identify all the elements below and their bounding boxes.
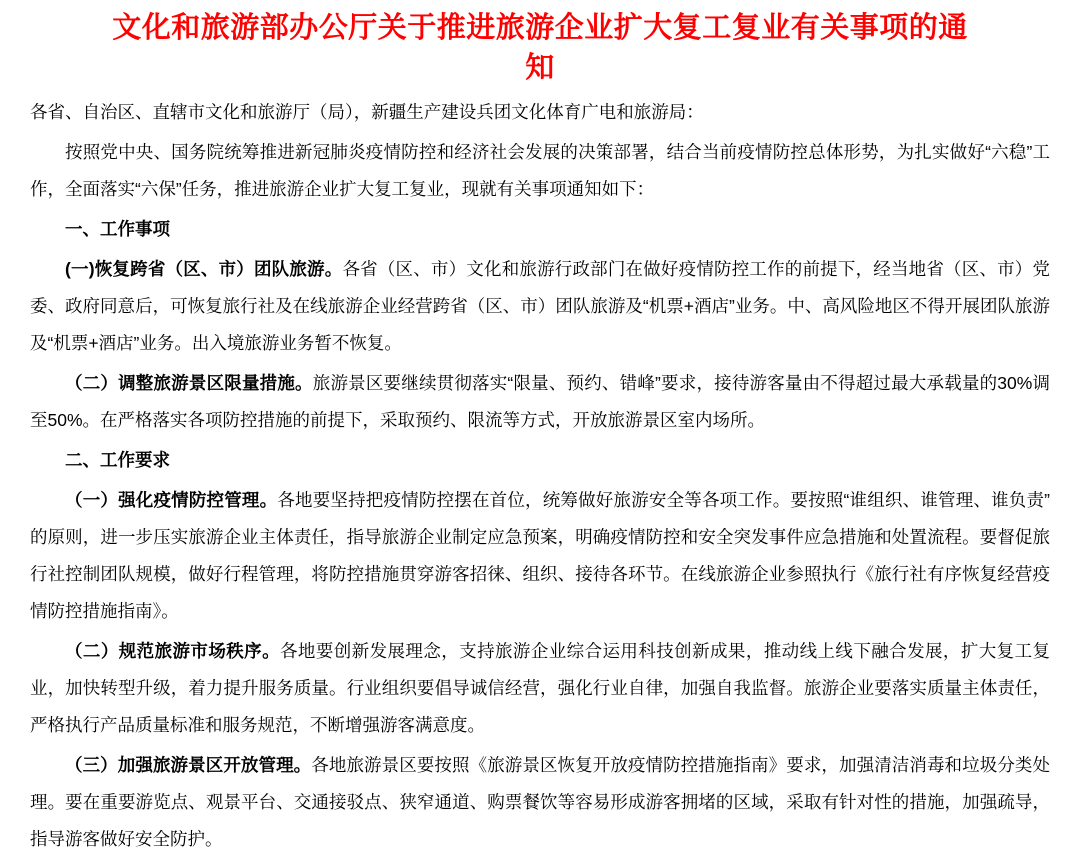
document-title-line2: 知 [525, 52, 555, 84]
document-title [30, 8, 1050, 88]
section-2-item-1 [30, 482, 1050, 630]
section-2-item-2-lead: （二）规范旅游市场秩序。 [65, 641, 280, 661]
section-1-item-2-body: 旅游景区要继续贯彻落实“限量、预约、错峰”要求，接待游客量由不得超过最大承载量的30%调至50%。在严格落实各项防控措施的前提下，采取预约、限流等方式，开放旅游景区室内场所。 [30, 373, 1051, 430]
section-2-item-2-body: 各地要创新发展理念，支持旅游企业综合运用科技创新成果，推动线上线下融合发展，扩大复工复业，加快转型升级，着力提升服务质量。行业组织要倡导诚信经营，强化行业自律，加强自我监督。旅游企业要落实质量主体责任，严格执行产品质量标准和服务规范，不断增强游客满意度。 [30, 641, 1050, 735]
section-1-item-2 [30, 365, 1050, 439]
section-1-heading: 一、工作事项 [65, 219, 170, 239]
section-1-item-1 [30, 251, 1050, 362]
intro-paragraph: 按照党中央、国务院统筹推进新冠肺炎疫情防控和经济社会发展的决策部署，结合当前疫情防控总体形势，为扎实做好“六稳”工作，全面落实“六保”任务，推进旅游企业扩大复工复业，现就有关事项通知如下： [30, 142, 1050, 199]
section-2-item-3-lead: （三）加强旅游景区开放管理。 [65, 755, 312, 775]
section-1-item-1-lead: (一)恢复跨省（区、市）团队旅游。 [65, 259, 343, 279]
section-2-item-3 [30, 747, 1050, 858]
section-2-item-1-lead: （一）强化疫情防控管理。 [65, 490, 278, 510]
document-title-line1: 文化和旅游部办公厅关于推进旅游企业扩大复工复业有关事项的通 [112, 12, 968, 44]
section-2-item-1-body: 各地要坚持把疫情防控摆在首位，统筹做好旅游安全等各项工作。要按照“谁组织、谁管理、谁负责”的原则，进一步压实旅游企业主体责任，指导旅游企业制定应急预案，明确疫情防控和安全突发事件应急措施和处置流程。要督促旅行社控制团队规模，做好行程管理，将防控措施贯穿游客招徕、组织、接待各环节。在线旅游企业参照执行《旅行社有序恢复经营疫情防控措施指南》。 [30, 490, 1051, 621]
recipient-line: 各省、自治区、直辖市文化和旅游厅（局），新疆生产建设兵团文化体育广电和旅游局： [30, 102, 704, 122]
section-1-item-1-body: 各省（区、市）文化和旅游行政部门在做好疫情防控工作的前提下，经当地省（区、市）党委、政府同意后，可恢复旅行社及在线旅游企业经营跨省（区、市）团队旅游及“机票+酒店”业务。中、高风险地区不得开展团队旅游及“机票+酒店”业务。出入境旅游业务暂不恢复。 [30, 259, 1051, 353]
section-2-heading: 二、工作要求 [65, 450, 170, 470]
section-1-item-2-lead: （二）调整旅游景区限量措施。 [65, 373, 313, 393]
section-2-item-2 [30, 633, 1050, 744]
section-2-item-3-body: 各地旅游景区要按照《旅游景区恢复开放疫情防控措施指南》要求，加强清洁消毒和垃圾分类处理。要在重要游览点、观景平台、交通接驳点、狭窄通道、购票餐饮等容易形成游客拥堵的区域，采取有针对性的措施，加强疏导，指导游客做好安全防护。 [30, 755, 1051, 849]
